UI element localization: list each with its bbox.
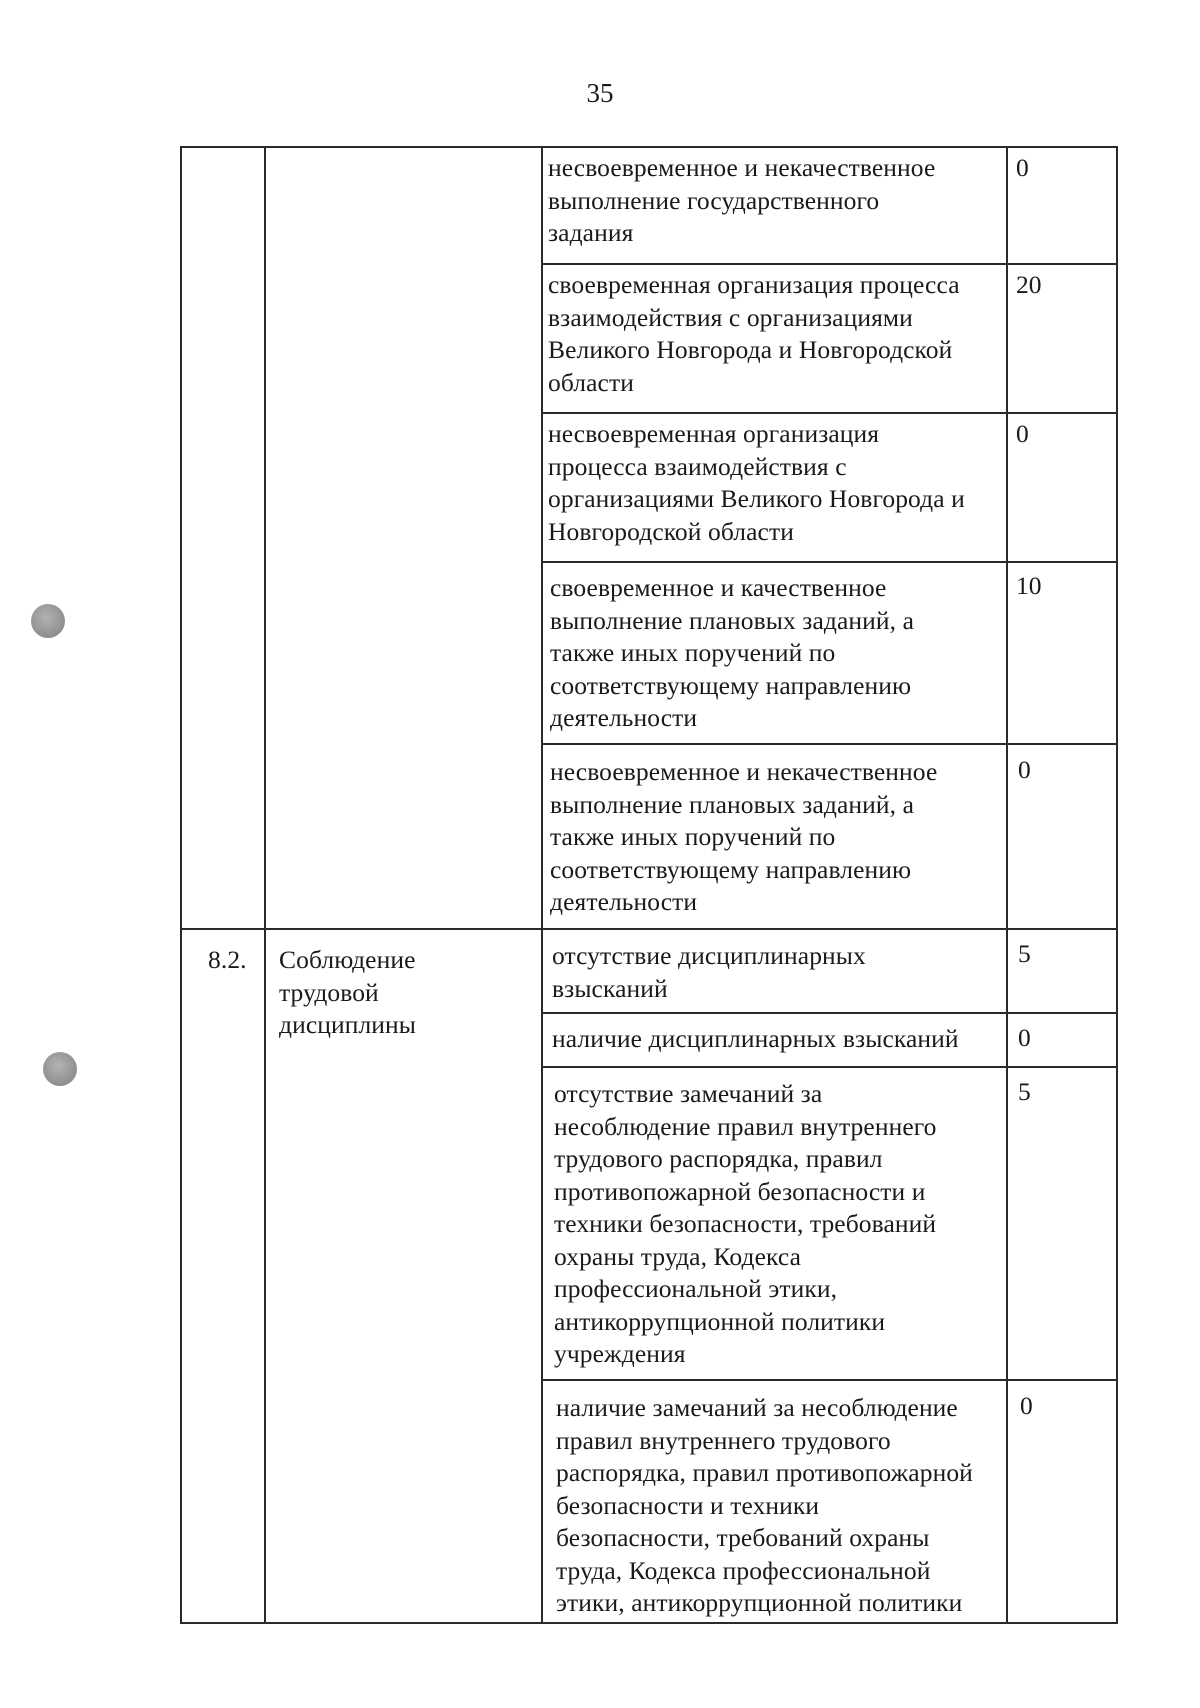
criterion-cell: наличие замечаний за несоблюдение правил внутреннего трудового распорядка, правил противопожарной безопасности и техники безопасности, требований охраны труда, Кодекса профессиональной этики, антикоррупционной политики — [556, 1393, 973, 1617]
criterion-cell: своевременная организация процесса взаимодействия с организациями Великого Новгорода и Новгородской области — [548, 270, 960, 397]
criterion-cell: наличие дисциплинарных взысканий — [552, 1024, 959, 1053]
criterion-cell: отсутствие замечаний за несоблюдение правил внутреннего трудового распорядка, правил противопожарной безопасности и техники безопасности, требований охраны труда, Кодекса профессиональной этики, антикоррупционной политики учреждения — [554, 1079, 937, 1368]
row-divider — [541, 412, 1118, 414]
page-number: 35 — [586, 78, 614, 108]
row-divider — [541, 1379, 1118, 1381]
row-divider — [541, 743, 1118, 745]
score-cell: 20 — [1016, 270, 1042, 299]
score-cell: 10 — [1016, 571, 1042, 600]
row-divider — [541, 561, 1118, 563]
score-cell: 0 — [1018, 1023, 1031, 1052]
table-column-divider — [264, 146, 266, 1624]
score-cell: 5 — [1018, 939, 1031, 968]
criterion-cell: несвоевременная организация процесса взаимодействия с организациями Великого Новгорода и Новгородской области — [548, 419, 965, 546]
criterion-cell: несвоевременное и некачественное выполнение государственного задания — [548, 153, 936, 247]
score-cell: 0 — [1016, 153, 1029, 182]
section-number: 8.2. — [208, 945, 247, 974]
row-divider — [541, 263, 1118, 265]
score-cell: 0 — [1020, 1391, 1033, 1420]
table-border-top — [180, 146, 1118, 148]
criterion-cell: несвоевременное и некачественное выполнение плановых заданий, а также иных поручений по соответствующему направлению деятельности — [550, 757, 938, 916]
table-border-bottom — [180, 1622, 1118, 1624]
row-divider — [541, 1012, 1118, 1014]
section-title: Соблюдение трудовой дисциплины — [279, 945, 417, 1039]
score-cell: 0 — [1018, 755, 1031, 784]
criterion-cell: отсутствие дисциплинарных взысканий — [552, 941, 866, 1003]
row-divider — [541, 1066, 1118, 1068]
score-cell: 0 — [1016, 419, 1029, 448]
table-column-divider — [541, 146, 543, 1624]
table-border-right — [1116, 146, 1118, 1624]
table-column-divider — [1006, 146, 1008, 1624]
section-divider — [180, 928, 1118, 930]
criterion-cell: своевременное и качественное выполнение плановых заданий, а также иных поручений по соответствующему направлению деятельности — [550, 573, 914, 732]
score-cell: 5 — [1018, 1077, 1031, 1106]
table-border-left — [180, 146, 182, 1624]
